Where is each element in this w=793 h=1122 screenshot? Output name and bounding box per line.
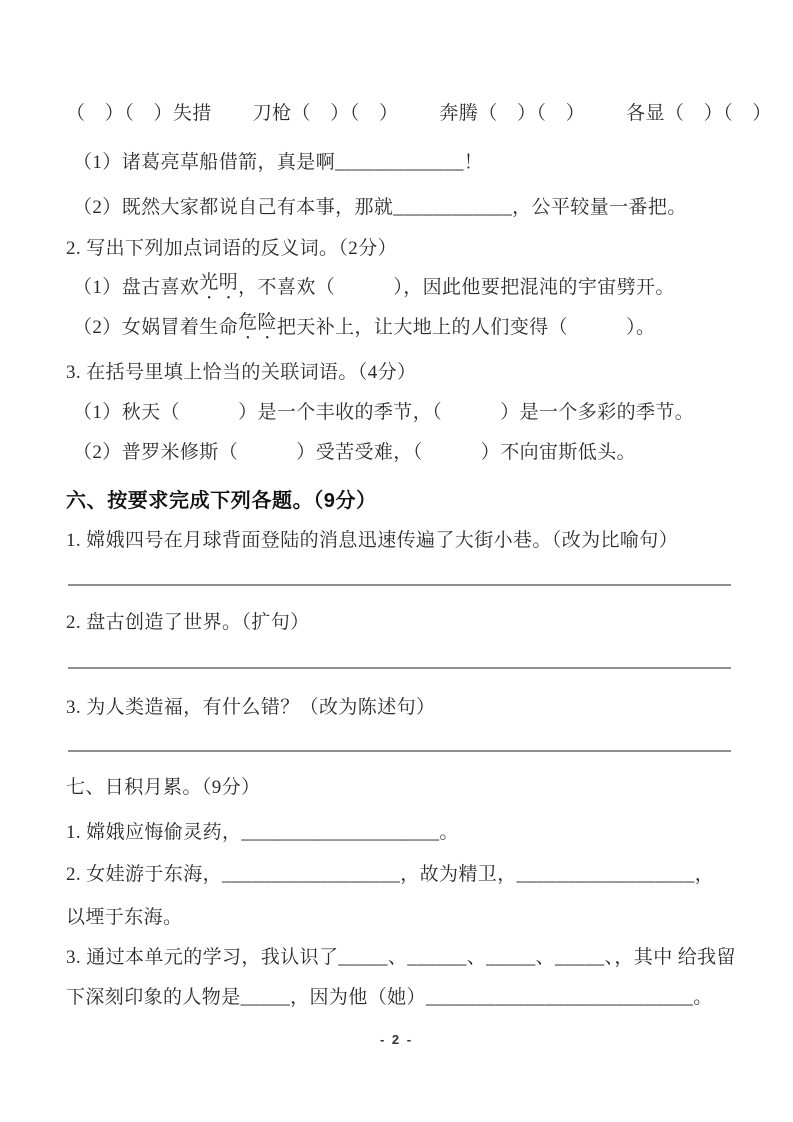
answer-line bbox=[68, 750, 731, 752]
question-text: 2. 盘古创造了世界。（扩句） bbox=[66, 611, 310, 633]
word-group: （ ）（ ）失措 bbox=[66, 102, 212, 124]
section-heading-text: 七、日积月累。（9分） bbox=[66, 776, 261, 798]
word-group: 各显（ ）（ ） bbox=[626, 102, 772, 124]
question-text: （2）既然大家都说自己有本事，那就____________，公平较量一番把。 bbox=[73, 196, 687, 218]
question-line bbox=[66, 933, 741, 977]
question-heading bbox=[66, 224, 741, 268]
question-line bbox=[66, 808, 741, 852]
question-text: （1）秋天（ ）是一个丰收的季节，（ ）是一个多彩的季节。 bbox=[73, 401, 695, 423]
answer-line bbox=[68, 584, 731, 586]
section-heading bbox=[66, 763, 741, 807]
emphasized-word: 危险 bbox=[238, 311, 277, 333]
question-line bbox=[66, 598, 741, 642]
word-fill-row bbox=[66, 89, 772, 133]
question-text: 3. 通过本单元的学习，我认识了_____、______、_____、_____、，其中 给我留 bbox=[66, 946, 736, 968]
question-line bbox=[73, 183, 741, 227]
question-line bbox=[73, 263, 741, 307]
question-text: （1）盘古喜欢 bbox=[73, 276, 200, 298]
question-text: 3. 在括号里填上恰当的关联词语。（4分） bbox=[66, 361, 417, 383]
section-heading bbox=[66, 476, 741, 520]
word-group: 刀枪（ ）（ ） bbox=[252, 102, 399, 124]
question-text: 3. 为人类造福，有什么错？（改为陈述句） bbox=[66, 696, 436, 718]
question-line bbox=[73, 138, 741, 182]
question-text: 以堙于东海。 bbox=[66, 906, 183, 928]
question-text: 把天补上，让大地上的人们变得（ ）。 bbox=[276, 316, 656, 338]
question-line bbox=[73, 428, 741, 472]
question-line bbox=[66, 893, 741, 937]
question-line bbox=[66, 973, 741, 1017]
question-heading bbox=[66, 348, 741, 392]
answer-line bbox=[68, 667, 731, 669]
section-heading-text: 六、按要求完成下列各题。（9分） bbox=[66, 489, 377, 512]
question-text: 2. 写出下列加点词语的反义词。（2分） bbox=[66, 237, 398, 259]
question-line bbox=[66, 516, 741, 560]
question-text: 2. 女娃游于东海，__________________，故为精卫，__________________， bbox=[66, 863, 715, 885]
question-line bbox=[73, 388, 741, 432]
question-text: 下深刻印象的人物是_____，因为他（她）___________________________。 bbox=[66, 986, 713, 1008]
question-line bbox=[66, 850, 741, 894]
question-text: （1）诸葛亮草船借箭，真是啊_____________！ bbox=[73, 151, 484, 173]
question-line bbox=[66, 683, 741, 727]
question-text: （2）女娲冒着生命 bbox=[73, 316, 239, 338]
question-text: 1. 嫦娥四号在月球背面登陆的消息迅速传遍了大街小巷。（改为比喻句） bbox=[66, 529, 679, 551]
question-line bbox=[73, 303, 741, 347]
question-text: 1. 嫦娥应悔偷灵药，____________________。 bbox=[66, 821, 459, 843]
emphasized-word: 光明 bbox=[199, 271, 239, 293]
question-text: （2）普罗米修斯（ ）受苦受难，（ ）不向宙斯低头。 bbox=[73, 441, 637, 463]
page-number: - 2 - bbox=[379, 1032, 414, 1047]
word-group: 奔腾（ ）（ ） bbox=[439, 102, 586, 124]
question-text: ，不喜欢（ ），因此他要把混沌的宇宙劈开。 bbox=[238, 276, 675, 298]
